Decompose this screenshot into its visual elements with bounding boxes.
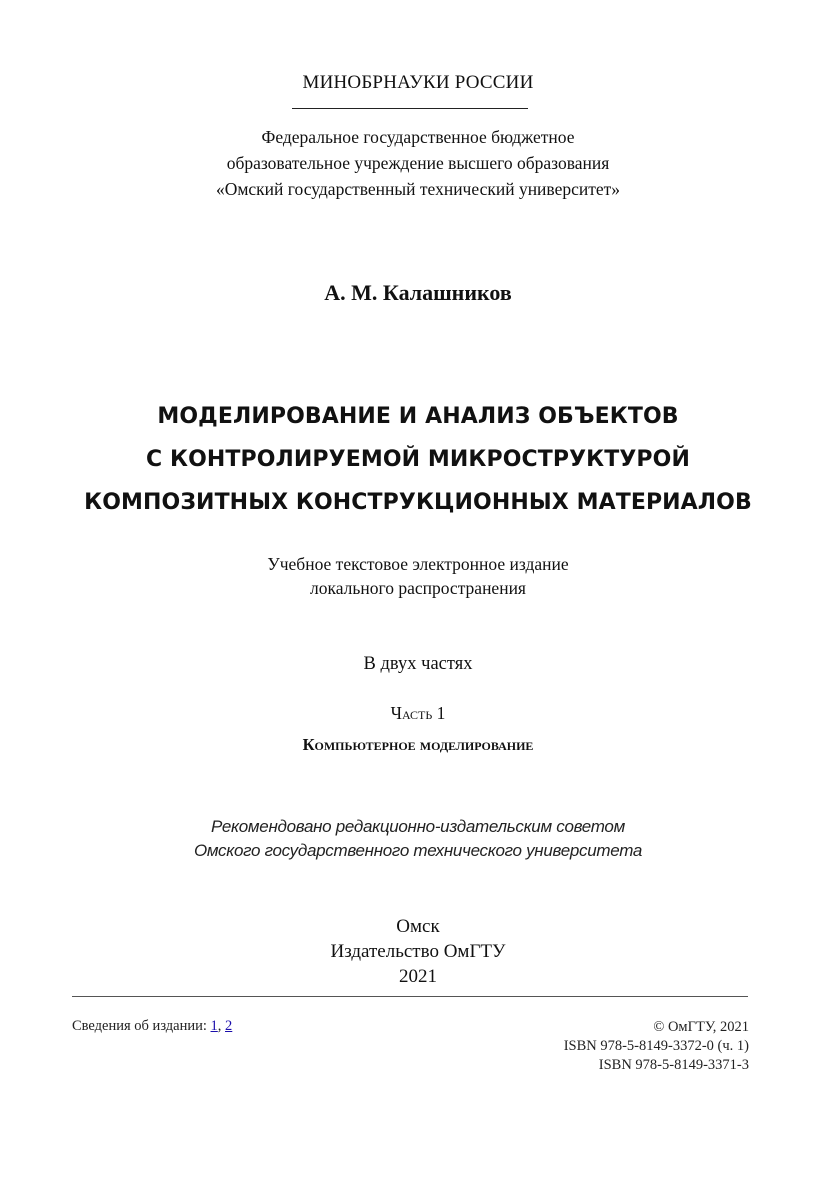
book-title xyxy=(0,395,836,524)
author-name: А. М. Калашников xyxy=(324,280,512,305)
recommendation-line-1: Рекомендовано редакционно-издательским советом xyxy=(211,817,625,836)
imprint-year: 2021 xyxy=(399,966,437,987)
edition-type xyxy=(0,552,836,600)
title-line-1: МОДЕЛИРОВАНИЕ И АНАЛИЗ ОБЪЕКТОВ xyxy=(157,404,679,429)
edition-line-1: Учебное текстовое электронное издание xyxy=(267,554,569,574)
imprint-city: Омск xyxy=(396,916,440,937)
title-line-2: С КОНТРОЛИРУЕМОЙ МИКРОСТРУКТУРОЙ xyxy=(146,447,690,472)
imprint xyxy=(0,914,836,989)
copyright: © ОмГТУ, 2021 xyxy=(653,1019,749,1035)
institution-name xyxy=(0,124,836,202)
recommendation xyxy=(0,815,836,863)
edition-info-label: Сведения об издании: xyxy=(72,1018,211,1034)
parts-count: В двух частях xyxy=(363,654,473,674)
imprint-publisher: Издательство ОмГТУ xyxy=(330,941,506,962)
institution-line-1: Федеральное государственное бюджетное xyxy=(261,127,575,147)
edition-info-link-2[interactable]: 2 xyxy=(225,1018,233,1034)
copyright-block xyxy=(564,1018,749,1075)
recommendation-line-2: Омского государственного технического университета xyxy=(193,841,643,860)
edition-info-link-1[interactable]: 1 xyxy=(210,1018,218,1034)
title-line-3: КОМПОЗИТНЫХ КОНСТРУКЦИОННЫХ МАТЕРИАЛОВ xyxy=(84,490,752,515)
institution-line-2: образовательное учреждение высшего образования xyxy=(226,153,610,173)
part-name: Компьютерное моделирование xyxy=(302,735,534,754)
isbn-set: ISBN 978-5-8149-3371-3 xyxy=(598,1057,749,1073)
ministry-name: МИНОБРНАУКИ РОССИИ xyxy=(302,72,534,93)
footer-divider xyxy=(72,996,748,997)
isbn-part: ISBN 978-5-8149-3372-0 (ч. 1) xyxy=(563,1038,749,1054)
link-separator: , xyxy=(217,1018,226,1034)
part-number: Часть 1 xyxy=(390,703,446,723)
edition-info xyxy=(72,1018,232,1035)
ministry-underline xyxy=(292,108,528,109)
institution-line-3: «Омский государственный технический университет» xyxy=(215,179,621,199)
edition-line-2: локального распространения xyxy=(310,578,526,598)
